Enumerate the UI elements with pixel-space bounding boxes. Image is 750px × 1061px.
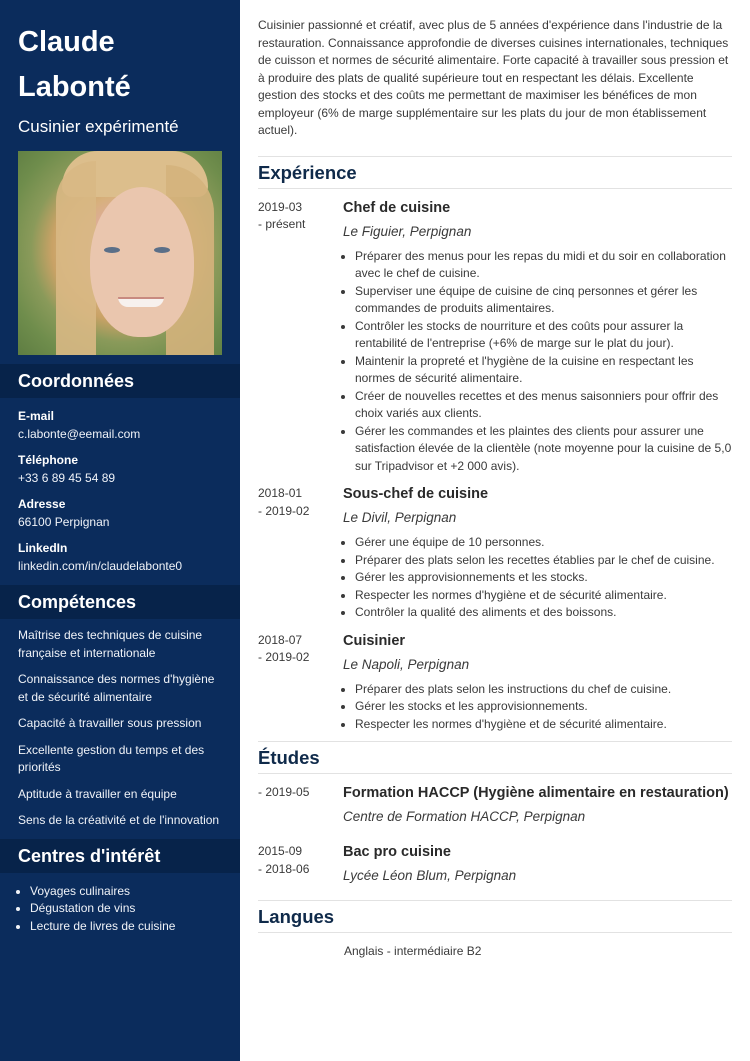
languages-heading: Langues bbox=[258, 900, 732, 933]
contact-heading: Coordonnées bbox=[0, 364, 240, 398]
date-start: 2018-01 bbox=[258, 486, 303, 500]
job-title: Cusinier expérimenté bbox=[18, 117, 179, 136]
entry-date bbox=[258, 784, 343, 827]
date-start: 2019-03 bbox=[258, 199, 303, 214]
bullet-item: • Gérer les approvisionnements et les stocks. bbox=[355, 569, 732, 587]
skill-item: Connaissance des normes d'hygiène et de sécurité alimentaire bbox=[18, 672, 215, 704]
bullet-item: • Gérer les commandes et les plaintes des clients pour assurer une satisfaction élevée de la clientèle (note moyenne pour la cuisine de 5,0 sur Tripadvisor et +2 000 avis). bbox=[355, 423, 732, 476]
skill-item: Capacité à travailler sous pression bbox=[18, 716, 202, 730]
first-name: Claude bbox=[18, 26, 115, 58]
address-label: Adresse bbox=[18, 497, 66, 511]
entry-place: Le Napoli, Perpignan bbox=[343, 656, 470, 672]
language-item: Anglais - intermédiaire B2 bbox=[344, 944, 482, 958]
experience-entry bbox=[258, 485, 732, 622]
profile-summary: Cuisinier passionné et créatif, avec plus de 5 années d'expérience dans l'industrie de la restauration. Connaissance approfondie de diverses cuisines internationales, techniques de cuisson et normes de sécurité alimentaire. Forte capacité à travailler sous pression et à produire des plats de qualité supérieure tout en respectant les délais. Excellente gestion des stocks et des coûts me permettant de maximiser les bénéfices de mon employeur (6% de marge supplémentaire sur les plats du jour de mon établissement actuel). bbox=[258, 18, 729, 137]
bullet-item: • Respecter les normes d'hygiène et de sécurité alimentaire. bbox=[355, 716, 732, 734]
main-content bbox=[258, 17, 732, 960]
photo-mouth bbox=[118, 297, 164, 307]
entry-body bbox=[343, 784, 732, 827]
interest-item: • Lecture de livres de cuisine bbox=[30, 918, 222, 936]
photo-face bbox=[90, 187, 194, 337]
entry-title: Sous-chef de cuisine bbox=[343, 486, 489, 502]
entry-title: Bac pro cuisine bbox=[343, 844, 451, 860]
bullet-item: • Préparer des menus pour les repas du midi et du soir en collaboration avec le chef de cuisine. bbox=[355, 248, 732, 283]
profile-photo bbox=[18, 151, 222, 355]
entry-title: Cuisinier bbox=[343, 632, 406, 649]
entry-date bbox=[258, 843, 343, 886]
bullet-item: • Gérer une équipe de 10 personnes. bbox=[355, 534, 732, 552]
bullet-item: • Superviser une équipe de cuisine de cinq personnes et gérer les commandes de produits alimentaires. bbox=[355, 283, 732, 318]
bullet-item: • Maintenir la propreté et l'hygiène de la cuisine en respectant les normes de sécurité alimentaire. bbox=[355, 353, 732, 388]
address-value: 66100 Perpignan bbox=[18, 515, 110, 529]
interest-item: • Voyages culinaires bbox=[30, 883, 222, 901]
date-end: - 2019-02 bbox=[258, 503, 310, 518]
education-entry bbox=[258, 843, 732, 886]
entry-date bbox=[258, 485, 343, 622]
entry-body bbox=[343, 843, 732, 886]
date-end: - 2019-02 bbox=[258, 650, 310, 664]
entry-body bbox=[343, 632, 732, 734]
entry-title: Formation HACCP (Hygiène alimentaire en restauration) bbox=[343, 785, 729, 801]
skills-section bbox=[0, 619, 240, 830]
bullet-item: • Contrôler la qualité des aliments et des boissons. bbox=[355, 604, 732, 622]
entry-date bbox=[258, 632, 343, 734]
email-value[interactable]: c.labonte@eemail.com bbox=[18, 427, 141, 441]
bullet-item: • Respecter les normes d'hygiène et de sécurité alimentaire. bbox=[355, 587, 732, 605]
interests-list bbox=[0, 873, 240, 936]
skill-item: Aptitude à travailler en équipe bbox=[18, 786, 177, 801]
bullet-item: • Créer de nouvelles recettes et des menus saisonniers pour offrir des choix variés aux clients. bbox=[355, 388, 732, 423]
email-label: E-mail bbox=[18, 409, 55, 423]
contact-section bbox=[0, 398, 240, 575]
experience-entry bbox=[258, 632, 732, 734]
entry-place: Le Figuier, Perpignan bbox=[343, 223, 472, 239]
bullet-item: • Gérer les stocks et les approvisionnements. bbox=[355, 698, 732, 716]
experience-heading: Expérience bbox=[258, 156, 732, 189]
entry-date bbox=[258, 199, 343, 476]
education-heading: Études bbox=[258, 741, 732, 774]
bullet-item: • Préparer des plats selon les recettes établies par le chef de cuisine. bbox=[355, 552, 732, 570]
phone-label: Téléphone bbox=[18, 453, 79, 467]
date-start: 2018-07 bbox=[258, 632, 303, 647]
photo-eye-left bbox=[104, 247, 120, 253]
entry-bullets bbox=[355, 681, 732, 734]
bullet-item: • Contrôler les stocks de nourriture et des coûts pour assurer la rentabilité de l'entreprise (+6% de marge sur le plat du jour). bbox=[355, 318, 732, 353]
phone-value[interactable]: +33 6 89 45 54 89 bbox=[18, 471, 116, 485]
entry-place: Lycée Léon Blum, Perpignan bbox=[343, 868, 517, 883]
last-name: Labonté bbox=[18, 71, 131, 103]
entry-place: Centre de Formation HACCP, Perpignan bbox=[343, 809, 586, 824]
candidate-name bbox=[0, 0, 240, 110]
linkedin-label: LinkedIn bbox=[18, 541, 68, 555]
entry-title: Chef de cuisine bbox=[343, 199, 451, 216]
entry-body bbox=[343, 199, 732, 476]
skill-item: Maîtrise des techniques de cuisine française et internationale bbox=[18, 628, 203, 660]
skill-item: Sens de la créativité et de l'innovation bbox=[18, 813, 220, 827]
linkedin-value[interactable]: linkedin.com/in/claudelabonte0 bbox=[18, 559, 183, 573]
skill-item: Excellente gestion du temps et des priorités bbox=[18, 742, 205, 774]
photo-eye-right bbox=[154, 247, 170, 253]
education-entry bbox=[258, 784, 732, 827]
date-start: 2015-09 bbox=[258, 844, 303, 858]
sidebar bbox=[0, 0, 240, 1061]
experience-entry bbox=[258, 199, 732, 476]
date-end: - 2018-06 bbox=[258, 861, 310, 876]
skills-heading: Compétences bbox=[0, 585, 240, 619]
interest-item: • Dégustation de vins bbox=[30, 900, 222, 918]
date-start: - 2019-05 bbox=[258, 785, 310, 799]
interests-heading: Centres d'intérêt bbox=[0, 839, 240, 873]
entry-place: Le Divil, Perpignan bbox=[343, 510, 457, 525]
entry-bullets bbox=[355, 534, 732, 622]
entry-bullets bbox=[355, 248, 732, 476]
date-end: - présent bbox=[258, 217, 306, 231]
bullet-item: • Préparer des plats selon les instructions du chef de cuisine. bbox=[355, 681, 732, 699]
entry-body bbox=[343, 485, 732, 622]
